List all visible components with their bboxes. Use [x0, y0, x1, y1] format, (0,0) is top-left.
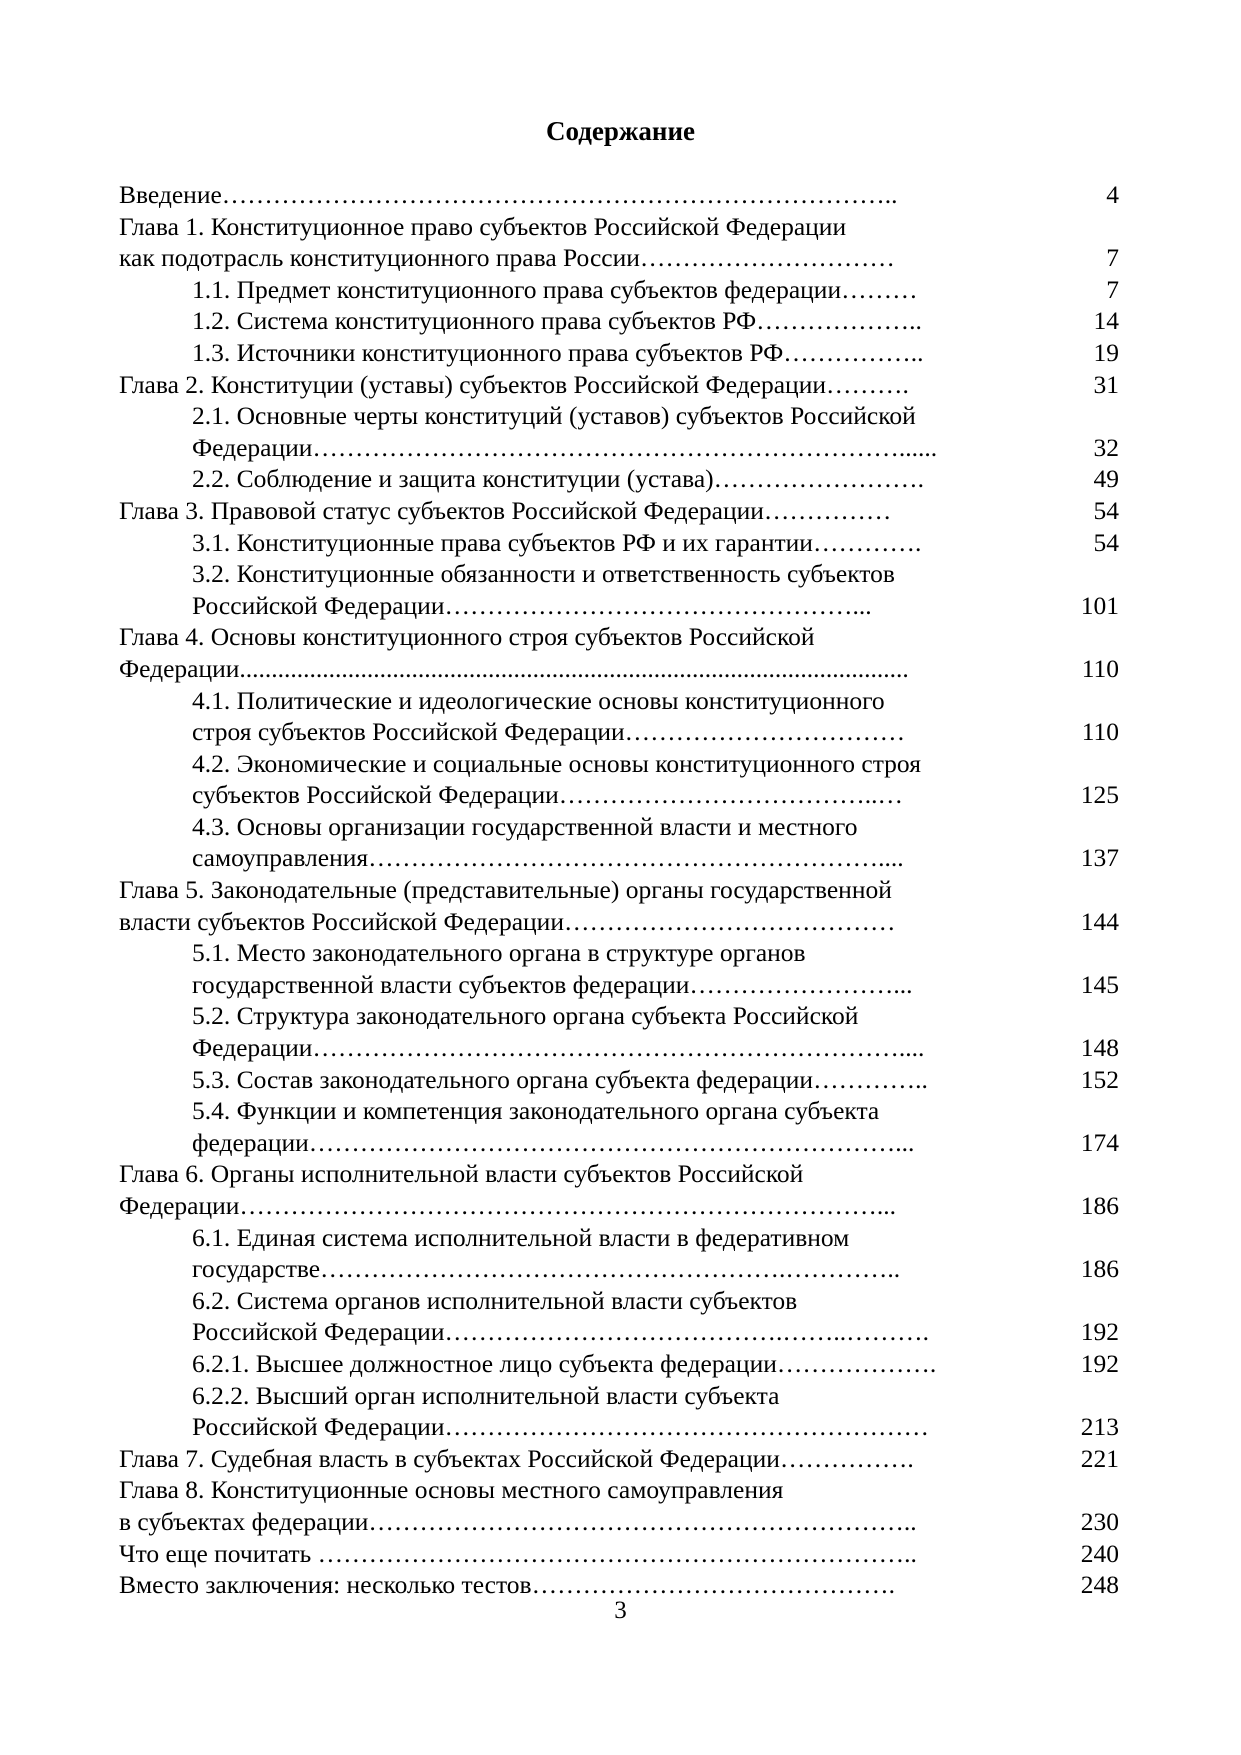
toc-line — [119, 1222, 1119, 1254]
toc-page-number: 7 — [1106, 243, 1119, 273]
toc-entry-text: Глава 3. Правовой статус субъектов Российской Федерации…………… — [119, 495, 892, 525]
toc-entry-text: 5.2. Структура законодательного органа субъекта Российской — [192, 1001, 859, 1031]
toc-entry-text: 6.1. Единая система исполнительной власти в федеративном — [192, 1222, 850, 1252]
toc-entry-text: субъектов Российской Федерации………………………………..… — [192, 780, 903, 810]
toc-entry-text: 3.2. Конституционные обязанности и ответственность субъектов — [192, 559, 895, 589]
toc-line — [119, 274, 1119, 306]
toc-line — [119, 1443, 1119, 1475]
toc-page-number: 110 — [1081, 653, 1119, 683]
toc-page-number: 192 — [1080, 1348, 1119, 1378]
table-of-contents — [119, 179, 1119, 1601]
toc-entry-text: Федерации…………………………………………………………….... — [192, 1033, 925, 1063]
toc-line — [119, 211, 1119, 243]
toc-page-number: 186 — [1080, 1254, 1119, 1284]
toc-page-number: 240 — [1080, 1538, 1119, 1568]
toc-entry-text: государстве……………………………………………….………….. — [192, 1254, 901, 1284]
toc-page-number: 32 — [1093, 432, 1119, 462]
toc-entry-text: 6.2.2. Высший орган исполнительной власти субъекта — [192, 1380, 780, 1410]
toc-entry-text: государственной власти субъектов федерации……………………... — [192, 969, 913, 999]
toc-line — [119, 1474, 1119, 1506]
toc-line — [119, 906, 1119, 938]
toc-page-number: 110 — [1081, 717, 1119, 747]
toc-entry-text: самоуправления…………………………………………………….... — [192, 843, 904, 873]
toc-page-number: 54 — [1093, 495, 1119, 525]
toc-line — [119, 305, 1119, 337]
toc-entry-text: федерации……………………………………………………………... — [192, 1127, 915, 1157]
toc-line — [119, 874, 1119, 906]
toc-page-number: 186 — [1080, 1191, 1119, 1220]
toc-entry-text: Глава 1. Конституционное право субъектов Российской Федерации — [119, 211, 847, 241]
toc-page-number: 213 — [1080, 1412, 1119, 1442]
toc-entry-text: Российской Федерации………………………………….……..………. — [192, 1317, 929, 1347]
toc-page-number: 19 — [1093, 337, 1119, 367]
toc-line — [119, 969, 1119, 1001]
toc-line — [119, 432, 1119, 464]
toc-line — [119, 1158, 1119, 1190]
toc-entry-text: 2.1. Основные черты конституций (уставов) субъектов Российской — [192, 401, 916, 431]
toc-line — [119, 242, 1119, 274]
toc-line — [119, 1190, 1119, 1222]
toc-page-number: 31 — [1093, 369, 1119, 399]
toc-line — [119, 748, 1119, 780]
toc-page-number: 4 — [1106, 180, 1119, 209]
toc-page-number: 125 — [1080, 780, 1119, 810]
toc-entry-text: Введение…………………………………………………………………….. — [119, 180, 898, 209]
toc-entry-text: 1.1. Предмет конституционного права субъектов федерации……… — [192, 274, 918, 304]
toc-line — [119, 716, 1119, 748]
toc-entry-text: как подотрасль конституционного права России………………………… — [119, 243, 895, 273]
toc-page-number: 14 — [1093, 306, 1119, 336]
toc-line — [119, 779, 1119, 811]
toc-line — [119, 400, 1119, 432]
toc-line — [119, 653, 1119, 685]
toc-page-number: 144 — [1080, 906, 1119, 936]
toc-entry-text: Глава 8. Конституционные основы местного самоуправления — [119, 1475, 784, 1505]
toc-entry-text: Глава 2. Конституции (уставы) субъектов Российской Федерации………. — [119, 369, 909, 399]
toc-page-number: 101 — [1080, 590, 1119, 620]
toc-entry-text: Федерации…………………………………………………………………... — [119, 1191, 897, 1220]
toc-line — [119, 1095, 1119, 1127]
toc-line — [119, 1316, 1119, 1348]
toc-line — [119, 937, 1119, 969]
toc-page-number: 137 — [1080, 843, 1119, 873]
toc-entry-text: 1.3. Источники конституционного права субъектов РФ…………….. — [192, 337, 924, 367]
toc-entry-text: 5.1. Место законодательного органа в структуре органов — [192, 938, 806, 968]
toc-line — [119, 1569, 1119, 1601]
toc-line — [119, 369, 1119, 401]
toc-line — [119, 463, 1119, 495]
toc-entry-text: Глава 7. Судебная власть в субъектах Российской Федерации……………. — [119, 1443, 914, 1473]
toc-line — [119, 1348, 1119, 1380]
toc-page-number: 54 — [1093, 527, 1119, 557]
toc-line — [119, 590, 1119, 622]
toc-page-number: 148 — [1080, 1033, 1119, 1063]
toc-line — [119, 685, 1119, 717]
toc-entry-text: 5.4. Функции и компетенция законодательного органа субъекта — [192, 1096, 880, 1126]
toc-page-number: 49 — [1093, 464, 1119, 494]
toc-line — [119, 495, 1119, 527]
toc-page-number: 7 — [1106, 274, 1119, 304]
toc-line — [119, 1538, 1119, 1570]
toc-line — [119, 1000, 1119, 1032]
toc-line — [119, 1285, 1119, 1317]
page-number: 3 — [614, 1597, 627, 1624]
toc-entry-text: Что еще почитать …………………………………………………………….. — [119, 1538, 917, 1568]
toc-entry-text: власти субъектов Российской Федерации………………………………… — [119, 906, 896, 936]
toc-page-number: 152 — [1080, 1064, 1119, 1094]
toc-line — [119, 1411, 1119, 1443]
page-title: Содержание — [545, 116, 696, 146]
toc-line — [119, 1032, 1119, 1064]
toc-page-number: 221 — [1080, 1443, 1119, 1473]
toc-entry-text: Вместо заключения: несколько тестов……………………………………. — [119, 1570, 895, 1600]
toc-entry-text: Глава 6. Органы исполнительной власти субъектов Российской — [119, 1159, 804, 1189]
toc-entry-text: 4.1. Политические и идеологические основы конституционного — [192, 685, 885, 715]
toc-line — [119, 337, 1119, 369]
toc-entry-text: 4.2. Экономические и социальные основы конституционного строя — [192, 748, 921, 778]
toc-entry-text: 2.2. Соблюдение и защита конституции (устава)……………………. — [192, 464, 925, 494]
toc-page-number: 230 — [1080, 1506, 1119, 1536]
toc-line — [119, 1380, 1119, 1412]
toc-page-number: 145 — [1080, 969, 1119, 999]
toc-line — [119, 1064, 1119, 1096]
toc-line — [119, 1253, 1119, 1285]
toc-page-number: 248 — [1080, 1570, 1119, 1600]
toc-entry-text: Российской Федерации………………………………………………… — [192, 1412, 929, 1442]
toc-line — [119, 1127, 1119, 1159]
toc-entry-text: строя субъектов Российской Федерации…………………………… — [192, 717, 906, 747]
toc-entry-text: в субъектах федерации……………………………………………………….. — [119, 1506, 917, 1536]
toc-entry-text: 4.3. Основы организации государственной власти и местного — [192, 811, 858, 841]
toc-page-number: 174 — [1080, 1127, 1119, 1157]
toc-line — [119, 842, 1119, 874]
toc-line — [119, 621, 1119, 653]
toc-entry-text: Федерации……………………………………………………………...... — [192, 432, 938, 462]
toc-line — [119, 179, 1119, 211]
toc-entry-text: Федерации......................................................................................................... — [119, 653, 909, 683]
toc-line — [119, 527, 1119, 559]
toc-line — [119, 811, 1119, 843]
toc-entry-text: 6.2. Система органов исполнительной власти субъектов — [192, 1285, 798, 1315]
toc-entry-text: 5.3. Состав законодательного органа субъекта федерации………….. — [192, 1064, 928, 1094]
toc-page-number: 192 — [1080, 1317, 1119, 1347]
toc-line — [119, 1506, 1119, 1538]
toc-line — [119, 558, 1119, 590]
toc-entry-text: 3.1. Конституционные права субъектов РФ и их гарантии…………. — [192, 527, 922, 557]
toc-entry-text: 6.2.1. Высшее должностное лицо субъекта федерации………………. — [192, 1348, 937, 1378]
toc-entry-text: Глава 4. Основы конституционного строя субъектов Российской — [119, 622, 815, 652]
toc-entry-text: Российской Федерации…………………………………………... — [192, 590, 872, 620]
toc-entry-text: Глава 5. Законодательные (представительные) органы государственной — [119, 875, 892, 905]
toc-entry-text: 1.2. Система конституционного права субъектов РФ……………….. — [192, 306, 922, 336]
